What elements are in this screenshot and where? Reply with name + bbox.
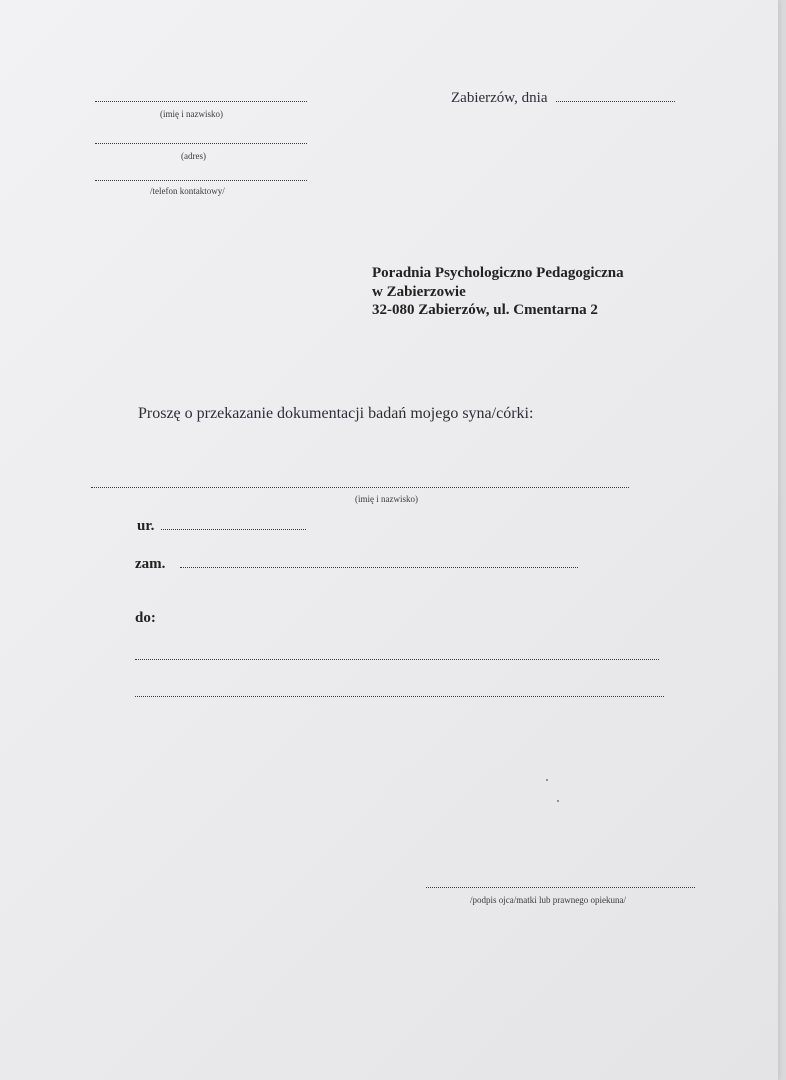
to-line-2[interactable] (135, 696, 664, 697)
applicant-phone-caption: /telefon kontaktowy/ (150, 186, 225, 196)
residence-line[interactable] (180, 567, 578, 568)
signature-caption: /podpis ojca/matki lub prawnego opiekuna/ (470, 895, 626, 905)
applicant-name-line[interactable] (95, 101, 307, 102)
to-line-1[interactable] (135, 659, 659, 660)
recipient-line-1: Poradnia Psychologiczno Pedagogiczna (372, 265, 624, 281)
recipient-line-2: w Zabierzowie (372, 284, 466, 300)
applicant-address-line[interactable] (95, 143, 307, 144)
date-line[interactable] (556, 101, 675, 102)
child-name-line[interactable] (91, 487, 629, 488)
residence-label: zam. (135, 556, 166, 572)
paper-speck (546, 779, 548, 781)
paper-speck (557, 800, 559, 802)
signature-line[interactable] (426, 887, 695, 888)
applicant-phone-line[interactable] (95, 180, 307, 181)
born-label: ur. (137, 518, 155, 534)
applicant-address-caption: (adres) (181, 151, 206, 161)
place-date-label: Zabierzów, dnia (451, 90, 548, 106)
child-name-caption: (imię i nazwisko) (355, 494, 418, 504)
request-text: Proszę o przekazanie dokumentacji badań mojego syna/córki: (138, 405, 534, 422)
applicant-name-caption: (imię i nazwisko) (160, 109, 223, 119)
born-line[interactable] (161, 529, 306, 530)
to-label: do: (135, 610, 156, 626)
recipient-line-3: 32-080 Zabierzów, ul. Cmentarna 2 (372, 302, 598, 318)
